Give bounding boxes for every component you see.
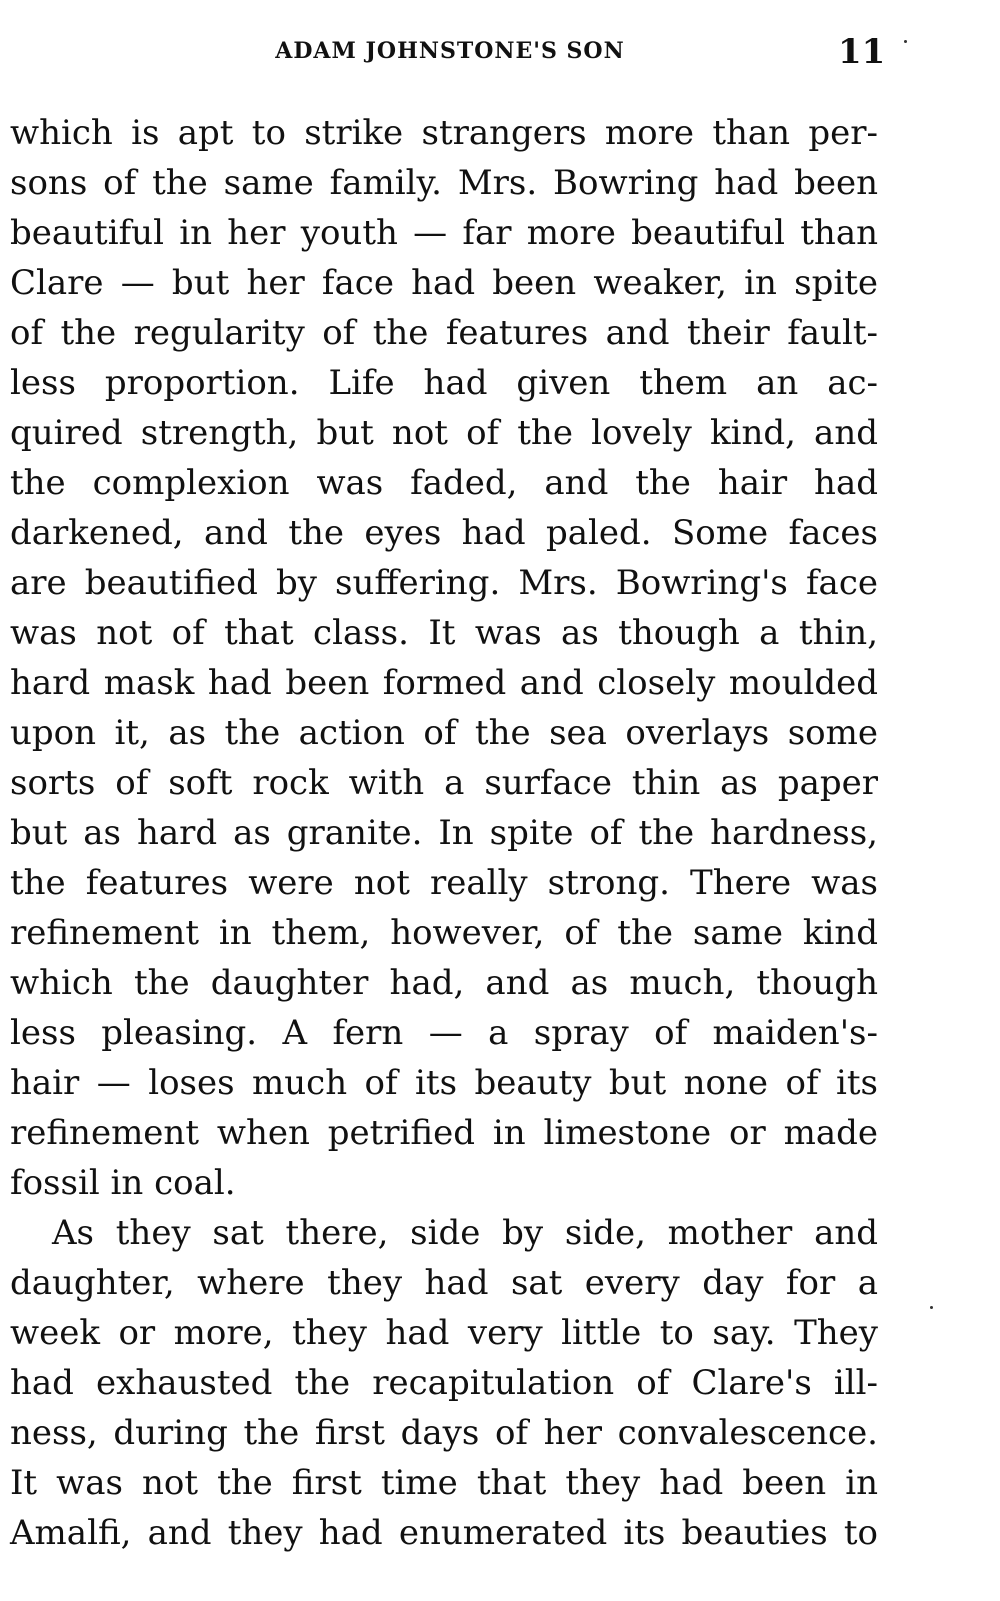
text-line: less pleasing. A fern — a spray of maiden's- [10,1013,878,1053]
text-line: As they sat there, side by side, mother and [52,1213,878,1253]
running-title: ADAM JOHNSTONE'S SON [275,38,625,64]
text-line: Clare — but her face had been weaker, in spite [10,263,878,303]
text-line: Amalfi, and they had enumerated its beauties to [10,1513,878,1553]
text-line: of the regularity of the features and their fault- [10,313,878,353]
text-line: was not of that class. It was as though a thin, [10,613,878,653]
print-speck [904,40,907,43]
text-line: sons of the same family. Mrs. Bowring had been [10,163,878,203]
text-line: beautiful in her youth — far more beautiful than [10,213,878,253]
page-number: 11 [838,32,886,72]
running-head [0,28,1000,78]
text-line: fossil in coal. [10,1163,236,1203]
text-line: quired strength, but not of the lovely kind, and [10,413,878,453]
text-line: refinement when petrified in limestone or made [10,1113,878,1153]
text-line: the complexion was faded, and the hair had [10,463,878,503]
text-line: which the daughter had, and as much, though [10,963,878,1003]
text-line: had exhausted the recapitulation of Clare's ill- [10,1363,878,1403]
text-line: but as hard as granite. In spite of the hardness, [10,813,878,853]
text-line: hair — loses much of its beauty but none of its [10,1063,878,1103]
text-line: darkened, and the eyes had paled. Some faces [10,513,878,553]
text-line: less proportion. Life had given them an ac- [10,363,878,403]
text-line: the features were not really strong. There was [10,863,878,903]
text-line: which is apt to strike strangers more than per- [10,113,878,153]
text-line: refinement in them, however, of the same kind [10,913,878,953]
text-line: sorts of soft rock with a surface thin as paper [10,763,878,803]
text-line: ness, during the first days of her convalescence. [10,1413,878,1453]
text-line: daughter, where they had sat every day for a [10,1263,878,1303]
text-line: It was not the first time that they had been in [10,1463,878,1503]
text-line: upon it, as the action of the sea overlays some [10,713,878,753]
text-line: are beautified by suffering. Mrs. Bowring's face [10,563,878,603]
print-speck [930,1306,933,1309]
text-line: week or more, they had very little to say. They [10,1313,878,1353]
text-line: hard mask had been formed and closely moulded [10,663,878,703]
